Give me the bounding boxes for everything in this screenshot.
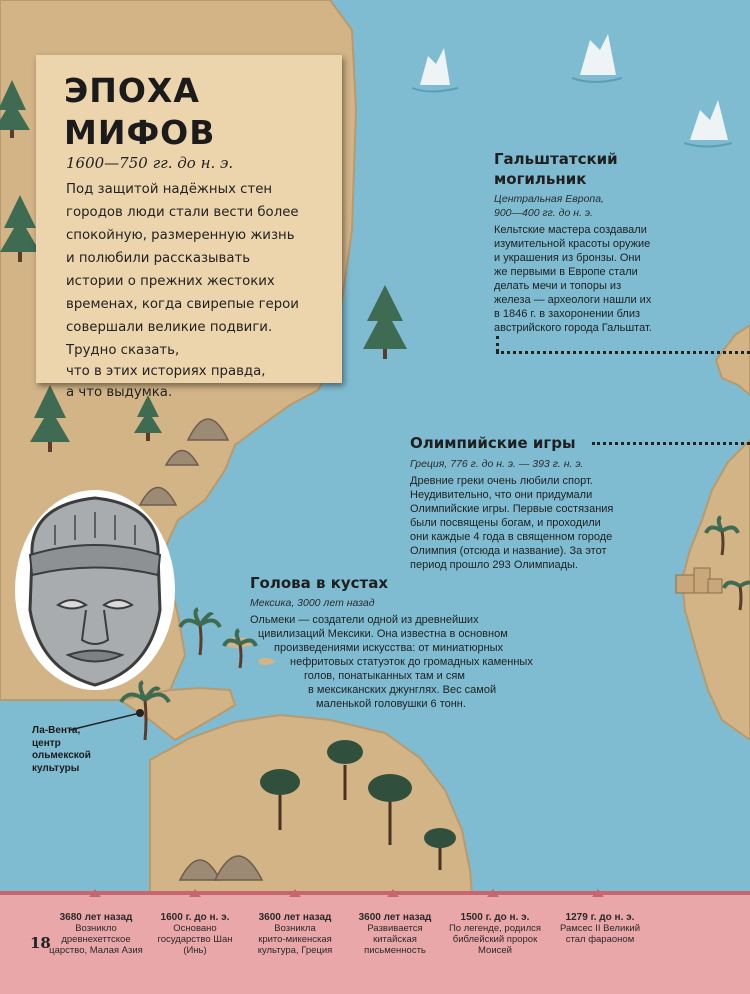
callout-text-line: культуры — [32, 762, 80, 774]
timeline-text: письменность — [364, 945, 426, 956]
timeline-marker — [89, 889, 101, 897]
head-text-line: голов, понатыканных там и сям — [304, 670, 465, 682]
intro-line: что в этих историях правда, — [66, 364, 266, 379]
timeline-text: древнехеттское — [61, 934, 131, 945]
title-line-1: ЭПОХА — [64, 71, 200, 110]
olympic-pointer — [592, 442, 750, 445]
timeline-text: государство Шан — [157, 934, 233, 945]
hallstatt-text-line: и украшения из бронзы. Они — [494, 252, 641, 264]
olympic-text-line: Неудивительно, что они придумали — [410, 489, 593, 501]
timeline-item — [46, 912, 146, 956]
timeline-text: китайская — [373, 934, 417, 945]
intro-line: совершали великие подвиги. — [66, 320, 273, 335]
intro-line: городов люди стали вести более — [66, 205, 299, 220]
intro-line: временах, когда свирепые герои — [66, 297, 299, 312]
page-title — [64, 70, 215, 154]
hallstatt-text-line: железа — археологи нашли их — [494, 294, 652, 306]
timeline-item — [550, 912, 650, 945]
olympic-text-line: Олимпия (отсюда и название). За этот — [410, 545, 607, 557]
head-text-line: нефритовых статуэток до громадных каменных — [290, 656, 533, 668]
timeline-text: библейский пророк — [452, 934, 538, 945]
hallstatt-subtitle-1: Центральная Европа, — [494, 193, 604, 205]
head-text-line: маленькой головушки 6 тонн. — [316, 698, 466, 710]
timeline-markers — [0, 885, 750, 899]
callout-marker — [136, 709, 144, 717]
olmec-head-illustration — [15, 490, 175, 690]
la-venta-callout — [32, 725, 91, 775]
timeline-text: По легенде, родился — [448, 923, 542, 934]
timeline-date: 3600 лет назад — [258, 912, 332, 923]
head-title: Голова в кустах — [250, 574, 389, 592]
intro-line: Трудно сказать, — [66, 343, 180, 358]
title-line-2: МИФОВ — [64, 113, 216, 152]
olympic-text-line: Олимпийские игры. Первые состязания — [410, 503, 614, 515]
callout-text-line: ольмекской — [32, 750, 91, 761]
timeline-item — [345, 912, 445, 956]
timeline-marker — [289, 889, 301, 897]
olympic-text-line: Древние греки очень любили спорт. — [410, 475, 593, 487]
hallstatt-text-line: делать мечи и топоры из — [494, 280, 622, 292]
head-text-line: Ольмеки — создатели одной из древнейших — [250, 614, 479, 626]
intro-line: а что выдумка. — [66, 385, 173, 400]
timeline-text: Моисей — [478, 945, 512, 956]
hallstatt-text-line: австрийского города Гальштат. — [494, 322, 652, 334]
olympic-text-line: они каждые 4 года в священном городе — [410, 531, 613, 543]
timeline-text: царство, Малая Азия — [49, 945, 143, 956]
timeline-text: крито-микенская — [258, 934, 332, 945]
timeline-marker — [487, 889, 499, 897]
head-text-line: произведениями искусства: от миниатюрных — [274, 642, 504, 654]
timeline-date: 3680 лет назад — [59, 912, 133, 923]
olympic-text-line: были посвящены богам, и проходили — [410, 517, 601, 529]
hallstatt-text-line: же первыми в Европе стали — [494, 266, 638, 278]
timeline-text: Возникло — [75, 923, 117, 934]
timeline-date: 1500 г. до н. э. — [460, 912, 530, 923]
head-text-line: цивилизаций Мексики. Она известна в основном — [258, 628, 508, 640]
olympic-title: Олимпийские игры — [410, 434, 576, 452]
timeline-date: 3600 лет назад — [358, 912, 432, 923]
timeline-item — [245, 912, 345, 956]
timeline-text: культура, Греция — [257, 945, 333, 956]
hallstatt-pointer — [496, 351, 750, 354]
intro-line: и полюбили рассказывать — [66, 251, 251, 266]
page-number: 18 — [30, 934, 51, 952]
olympic-subtitle: Греция, 776 г. до н. э. — 393 г. н. э. — [410, 458, 584, 470]
timeline-date: 1600 г. до н. э. — [160, 912, 230, 923]
timeline-text: Возникла — [274, 923, 316, 934]
hallstatt-pointer-vertical — [496, 336, 499, 352]
olympic-text-line: период прошло 293 Олимпиады. — [410, 559, 578, 571]
hallstatt-title-2: могильник — [494, 170, 587, 188]
head-text-line: в мексиканских джунглях. Вес самой — [308, 684, 497, 696]
timeline-marker — [387, 889, 399, 897]
callout-text-line: Ла-Вента, — [32, 725, 81, 736]
timeline-item — [445, 912, 545, 956]
hallstatt-text-line: изумительной красоты оружие — [494, 238, 651, 250]
timeline-text: (Инь) — [183, 945, 207, 956]
timeline-item — [145, 912, 245, 956]
timeline-text: Рамсес II Великий — [559, 923, 641, 934]
timeline-text: Развивается — [367, 923, 423, 934]
timeline-marker — [592, 889, 604, 897]
timeline-text: стал фараоном — [565, 934, 635, 945]
callout-text-line: центр — [32, 737, 61, 749]
hallstatt-text-line: в 1846 г. в захоронении близ — [494, 308, 641, 320]
timeline-marker — [189, 889, 201, 897]
intro-line: истории о прежних жестоких — [66, 274, 275, 289]
intro-line: спокойную, размеренную жизнь — [66, 228, 295, 243]
title-dates: 1600—750 гг. до н. э. — [66, 154, 234, 172]
hallstatt-text-line: Кельтские мастера создавали — [494, 224, 647, 236]
head-subtitle: Мексика, 3000 лет назад — [250, 597, 375, 609]
timeline-date: 1279 г. до н. э. — [565, 912, 635, 923]
hallstatt-subtitle-2: 900—400 гг. до н. э. — [494, 207, 593, 219]
intro-line: Под защитой надёжных стен — [66, 182, 273, 197]
hallstatt-title-1: Гальштатский — [494, 150, 618, 168]
timeline-text: Основано — [173, 923, 217, 934]
